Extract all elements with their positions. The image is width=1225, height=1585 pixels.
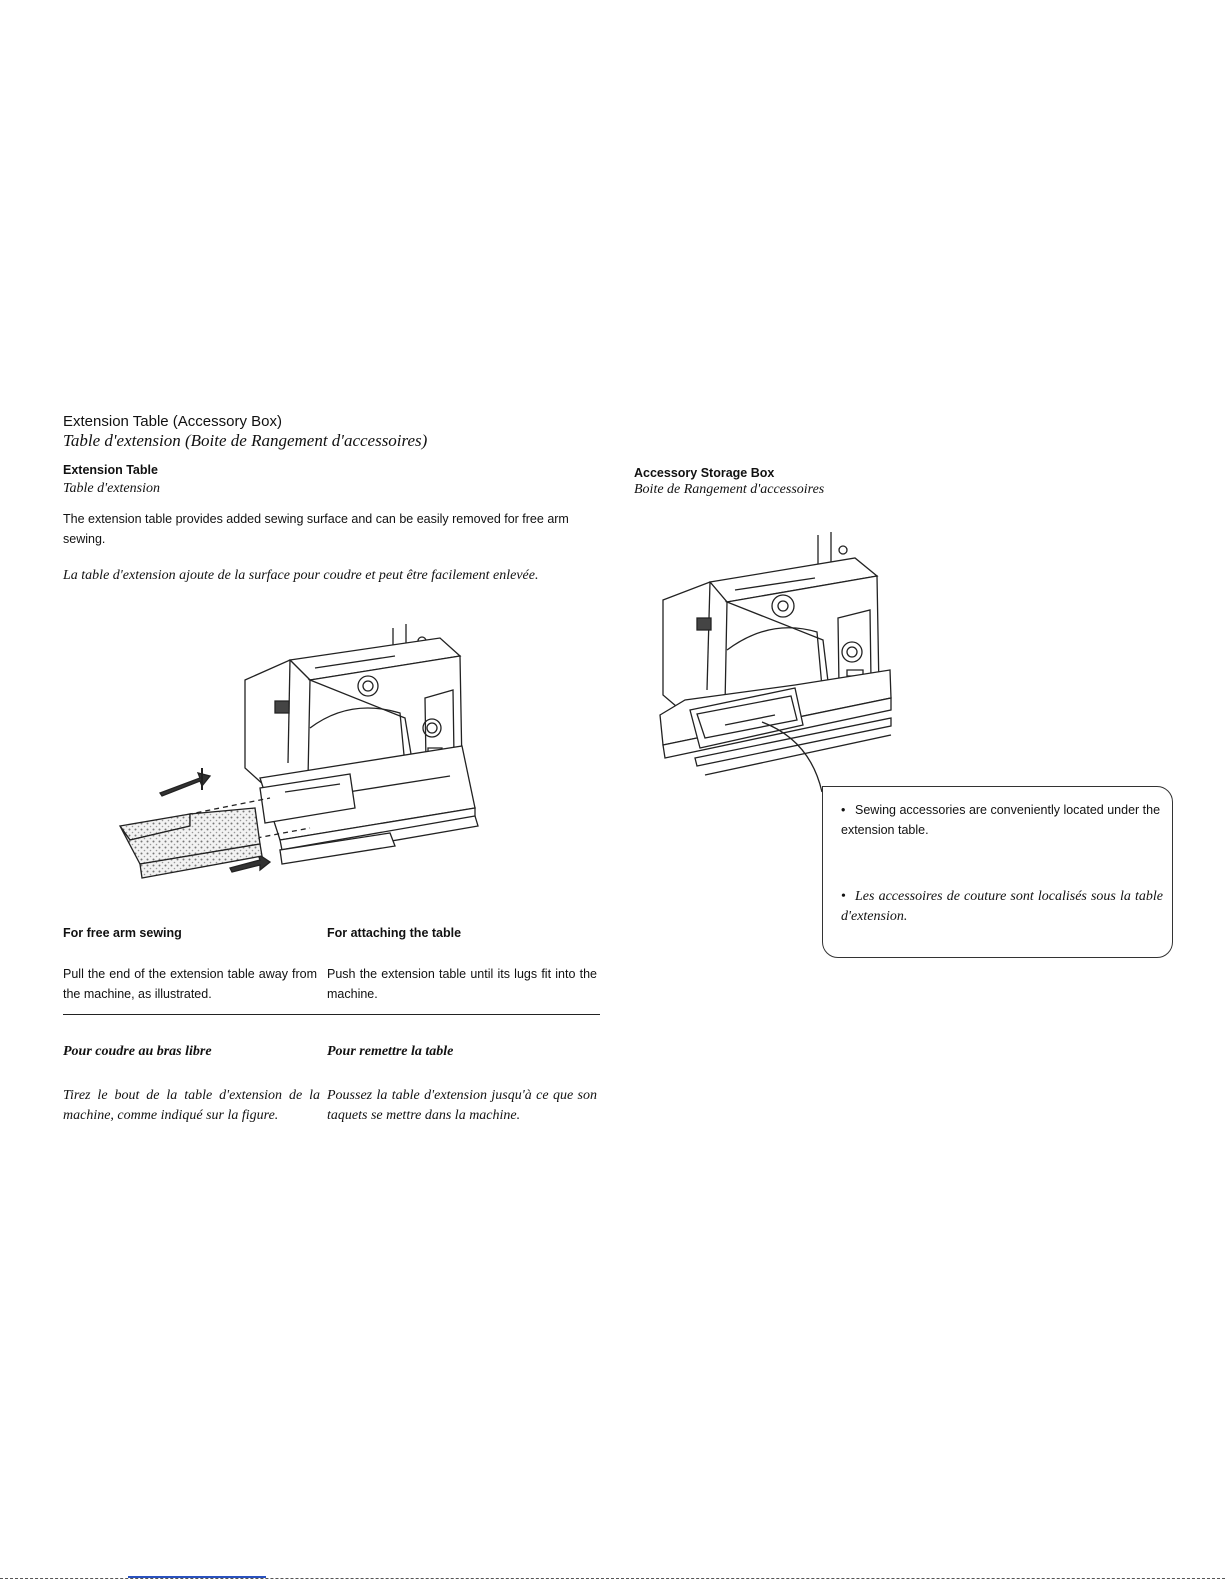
callout-bullet-fr (841, 887, 1163, 927)
free-arm-text-fr: Tirez le bout de la table d'extension de la machine, comme indiqué sur la figure. (63, 1088, 320, 1123)
attach-text-en: Push the extension table until its lugs fit into the machine. (327, 967, 597, 1001)
bullet-icon: • (841, 803, 846, 817)
attach-heading-fr: Pour remettre la table (327, 1044, 454, 1059)
bullet-icon: • (841, 889, 846, 904)
callout-bullet-en (841, 800, 1163, 840)
machine-extension-illustration (110, 618, 490, 890)
extension-table-intro-en: The extension table provides added sewing surface and can be easily removed for free arm sewing. (63, 512, 569, 546)
storage-box-heading-en: Accessory Storage Box (634, 466, 775, 480)
free-arm-text-en: Pull the end of the extension table away from the machine, as illustrated. (63, 967, 317, 1001)
free-arm-heading-en: For free arm sewing (63, 926, 182, 940)
free-arm-heading-fr: Pour coudre au bras libre (63, 1044, 212, 1059)
callout-text-en: Sewing accessories are conveniently located under the extension table. (841, 803, 1161, 837)
extension-table-heading-fr: Table d'extension (63, 481, 160, 496)
storage-box-heading-fr: Boite de Rangement d'accessoires (634, 482, 825, 497)
extension-table-heading-en: Extension Table (63, 463, 158, 477)
attach-heading-en: For attaching the table (327, 926, 462, 940)
callout-leader-line (760, 720, 830, 800)
extension-table-intro-fr: La table d'extension ajoute de la surface pour coudre et peut être facilement enlevée. (63, 568, 539, 583)
attach-text-fr: Poussez la table d'extension jusqu'à ce que son taquets se mettre dans la machine. (327, 1088, 597, 1123)
page-bottom-edge (0, 1578, 1225, 1579)
section-title-en: Extension Table (Accessory Box) (63, 413, 282, 430)
section-title-fr: Table d'extension (Boite de Rangement d'accessoires) (63, 431, 428, 450)
page-bottom-link-mark (128, 1576, 266, 1578)
section-divider (63, 1014, 600, 1015)
callout-text-fr: Les accessoires de couture sont localisés sous la table d'extension. (841, 889, 1163, 924)
storage-box-callout (822, 786, 1173, 958)
